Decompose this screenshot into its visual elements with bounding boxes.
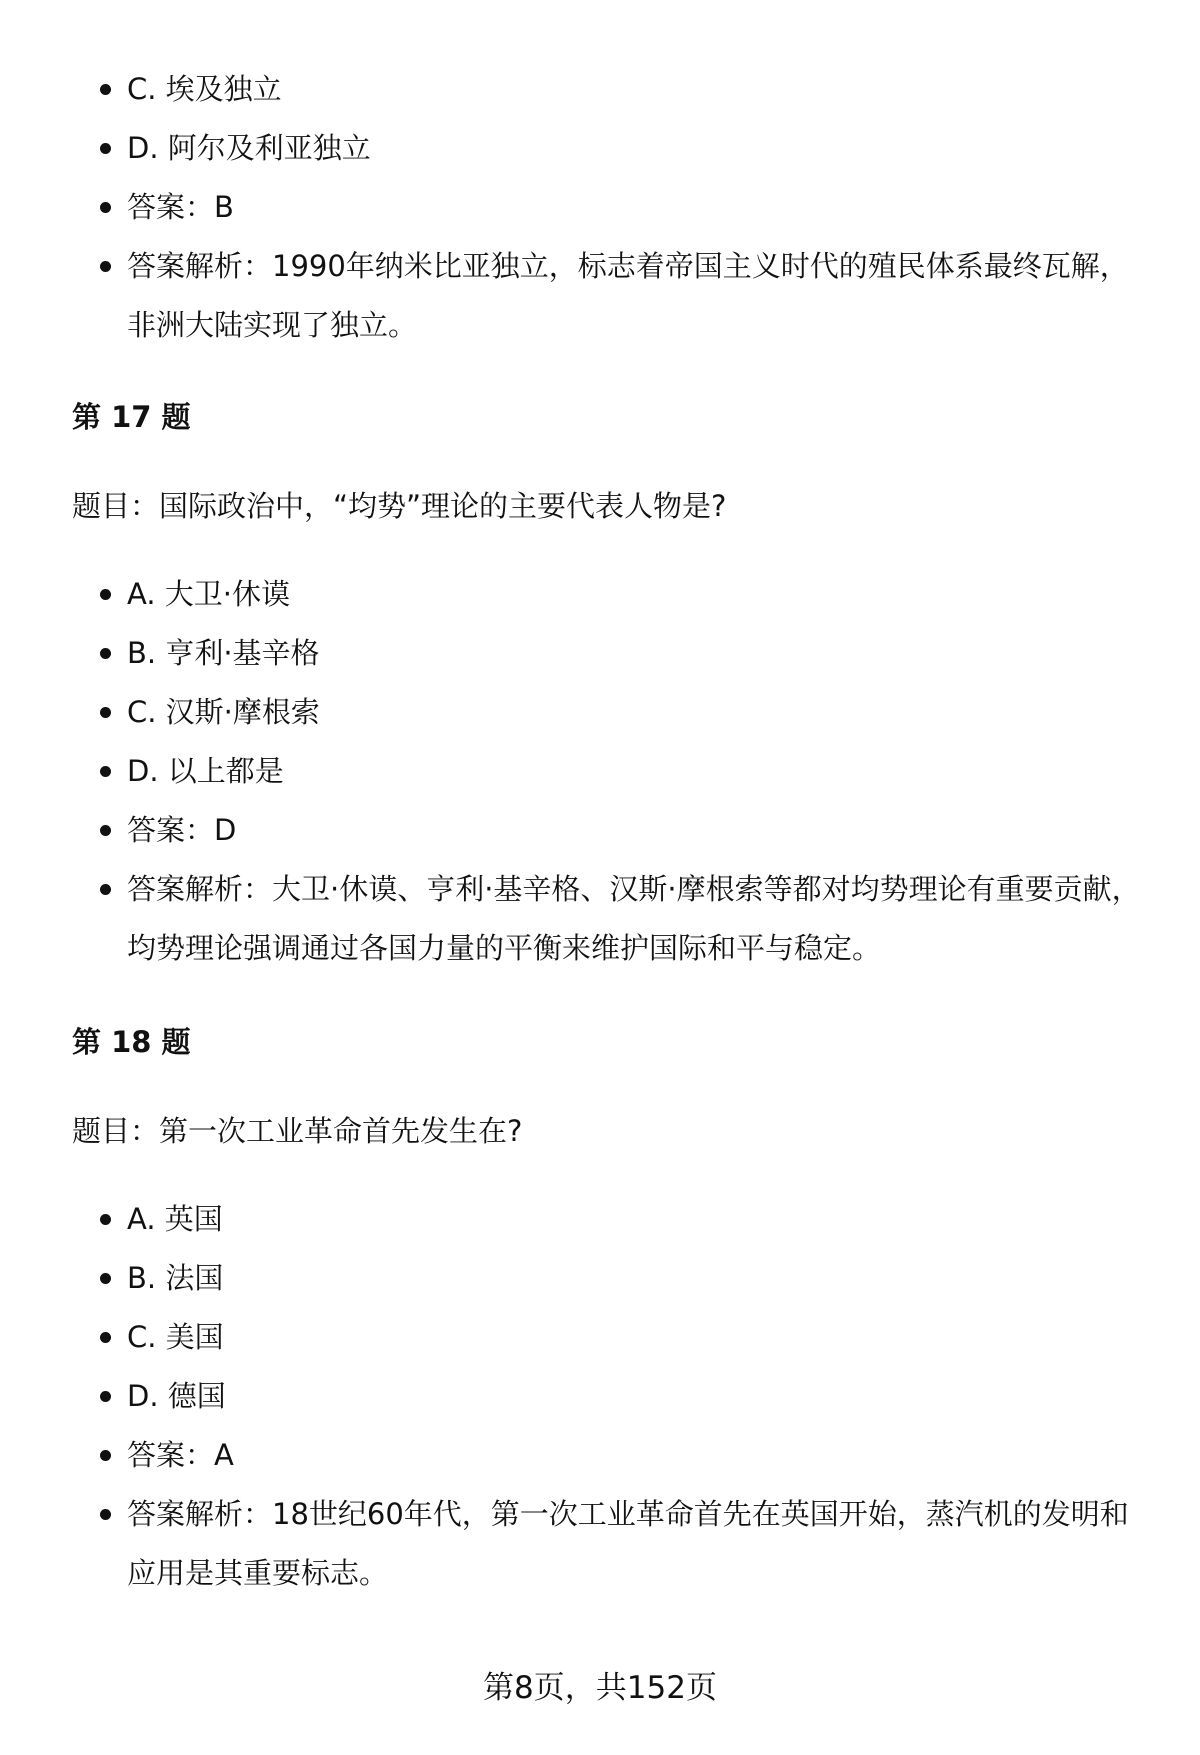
question-18-text: 题目：第一次工业革命首先发生在? (72, 1114, 523, 1148)
question-17-text: 题目：国际政治中，“均势”理论的主要代表人物是? (72, 489, 727, 523)
option-c: C. 汉斯·摩根索 (72, 683, 1152, 742)
answer: 答案：D (72, 801, 1152, 860)
answer-explanation: 答案解析：1990年纳米比亚独立，标志着帝国主义时代的殖民体系最终瓦解，非洲大陆实现了独立。 (72, 237, 1152, 355)
option-a: A. 英国 (72, 1190, 1152, 1249)
option-d: D. 德国 (72, 1367, 1152, 1426)
option-b: B. 法国 (72, 1249, 1152, 1308)
answer-explanation: 答案解析：大卫·休谟、亨利·基辛格、汉斯·摩根索等都对均势理论有重要贡献，均势理论强调通过各国力量的平衡来维护国际和平与稳定。 (72, 860, 1152, 978)
prev-question-options (72, 60, 1152, 355)
option-c: C. 埃及独立 (72, 60, 1152, 119)
option-a: A. 大卫·休谟 (72, 565, 1152, 624)
answer-explanation: 答案解析：18世纪60年代，第一次工业革命首先在英国开始，蒸汽机的发明和应用是其重要标志。 (72, 1485, 1152, 1603)
question-17-heading: 第 17 题 (72, 400, 191, 434)
question-17-options (72, 565, 1152, 978)
option-b: B. 亨利·基辛格 (72, 624, 1152, 683)
option-d: D. 以上都是 (72, 742, 1152, 801)
page-number: 第8页，共152页 (483, 1670, 717, 1706)
answer: 答案：A (72, 1426, 1152, 1485)
question-18-options (72, 1190, 1152, 1603)
question-18-heading: 第 18 题 (72, 1025, 191, 1059)
answer: 答案：B (72, 178, 1152, 237)
option-d: D. 阿尔及利亚独立 (72, 119, 1152, 178)
option-c: C. 美国 (72, 1308, 1152, 1367)
